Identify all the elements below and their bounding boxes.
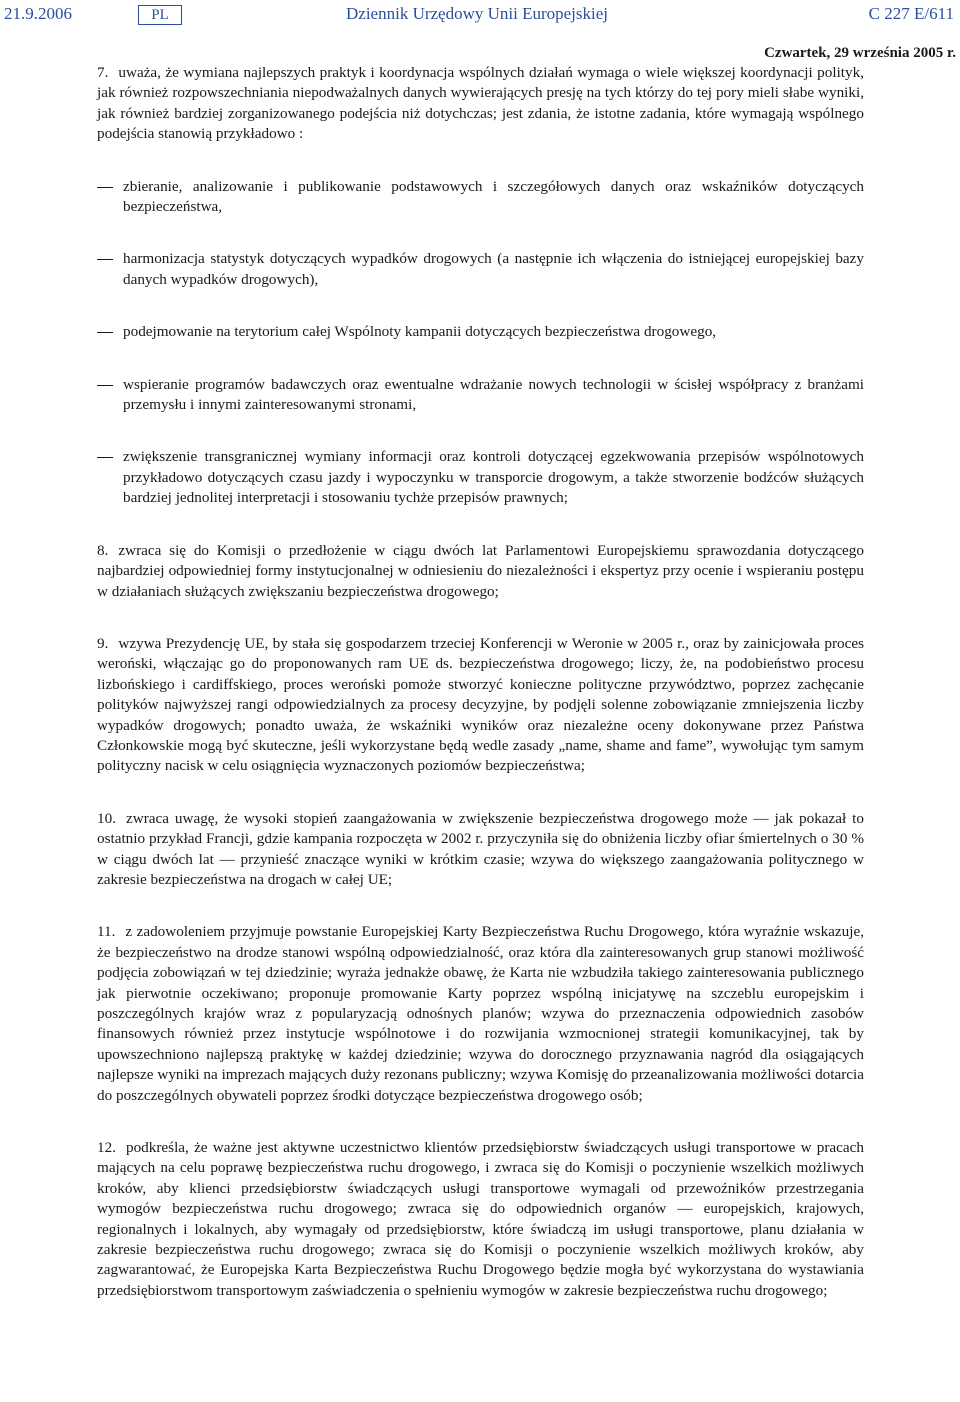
paragraph-number: 9. bbox=[97, 634, 109, 652]
paragraph-number: 12. bbox=[97, 1139, 116, 1157]
session-date: Czwartek, 29 września 2005 r. bbox=[764, 45, 956, 61]
list-item-text: zbieranie, analizowanie i publikowanie podstawowych i szczegółowych danych oraz wskaźników dotyczących bezpieczeństwa, bbox=[123, 177, 864, 216]
paragraph-text: zwraca uwagę, że wysoki stopień zaangażowania w zwiększenie bezpieczeństwa drogowego może — jak pokazał to ostatnio przykład Francji, gdzie kampania rozpoczęta w 2002 r. przyczyniła się do obniżenia liczby ofiar śmiertelnych o 30 % w ciągu dwóch lat — przynieść znaczące wyniki w krótkim czasie; wzywa do większego zaangażowania politycznego w zakresie bezpieczeństwa na drogach w całej UE; bbox=[97, 809, 864, 888]
dash-bullet bbox=[97, 187, 113, 188]
paragraph-7 bbox=[97, 63, 864, 145]
dash-bullet bbox=[97, 332, 113, 333]
list-item bbox=[97, 322, 864, 342]
dash-bullet bbox=[97, 259, 113, 260]
dash-bullet bbox=[97, 457, 113, 458]
list-item bbox=[97, 375, 864, 416]
list-item-text: wspieranie programów badawczych oraz ewentualne wdrażanie nowych technologii w ścisłej współpracy z branżami przemysłu i innymi zainteresowanymi stronami, bbox=[123, 375, 864, 414]
list-item bbox=[97, 447, 864, 508]
journal-reference: C 227 E/611 bbox=[868, 4, 954, 23]
paragraph-text: wzywa Prezydencję UE, by stała się gospodarzem trzeciej Konferencji w Weronie w 2005 r., oraz by zainicjowała proces weroński, włączając go do proponowanych ram UE ds. bezpieczeństwa drogowego; liczy, że, na podobieństwo procesu lizbońskiego i cardiffskiego, proces weroński pomoże stworzyć konieczne polityczne przywództwo, poprzez zachęcanie polityków najwyższej rangi odpowiedzialnych za procesy decyzyjne, by podjęli solenne zobowiązanie zmniejszenia liczby wypadków drogowych; ponadto uważa, że wskaźniki wyników oraz niezależne oceny dokonywane przez Państwa Członkowskie mogą być skuteczne, jeśli wykorzystane będą wedle zasady „name, shame and fame”, wywołując tym samym polityczny nacisk w celu osiągnięcia wyznaczonych poziomów bezpieczeństwa; bbox=[97, 634, 864, 775]
paragraph-8 bbox=[97, 541, 864, 602]
language-badge: PL bbox=[138, 5, 182, 25]
dash-bullet bbox=[97, 385, 113, 386]
paragraph-text: uważa, że wymiana najlepszych praktyk i koordynacja wspólnych działań wymaga o wiele większej koordynacji polityk, jak również rozpowszechniania niepodważalnych danych wywierających presję na tych którzy do tej pory mieli słabe wyniki, jak również bardziej zorganizowanego podejścia niż dotychczas; jest zdania, że istotne zadania, które wymagają wspólnego podejścia stanowią przykładowo : bbox=[97, 64, 864, 143]
list-item-text: zwiększenie transgranicznej wymiany informacji oraz kontroli dotyczącej egzekwowania przepisów wspólnotowych przykładowo dotyczących czasu jazdy i wypoczynku w transporcie drogowym, a także stworzenie bodźców służących bardziej jednolitej interpretacji i stosowaniu tychże przepisów prawnych; bbox=[123, 448, 864, 507]
list-item-text: podejmowanie na terytorium całej Wspólnoty kampanii dotyczących bezpieczeństwa drogowego, bbox=[123, 323, 717, 341]
list-item bbox=[97, 249, 864, 290]
paragraph-text: podkreśla, że ważne jest aktywne uczestnictwo klientów przedsiębiorstw świadczących usługi transportowe w pracach mających na celu poprawę bezpieczeństwa ruchu drogowego, i zwraca się do Komisji o poczynienie wszelkich możliwych kroków, aby klienci przedsiębiorstw świadczących usługi transportowe wymagali od przewoźników przestrzegania wymogów bezpieczeństwa ruchu drogowego; zwraca się do odpowiednich organów — europejskich, krajowych, regionalnych i lokalnych, aby wymagały od przedsiębiorstw, które świadczą im usługi transportowe, planu działania w zakresie bezpieczeństwa ruchu drogowego; zwraca się do Komisji o poczynienie wszelkich możliwych kroków, aby zagwarantować, że Europejska Karta Bezpieczeństwa Ruchu Drogowego będzie mogła być wykorzystana do wystawiania przedsiębiorstwom transportowym zaświadczenia o spełnieniu wymogów w zakresie bezpieczeństwa ruchu drogowego; bbox=[97, 1139, 864, 1299]
paragraph-number: 7. bbox=[97, 64, 109, 81]
paragraph-number: 10. bbox=[97, 809, 116, 827]
paragraph-number: 8. bbox=[97, 541, 109, 559]
list-item bbox=[97, 177, 864, 218]
paragraph-9 bbox=[97, 634, 864, 777]
paragraph-12 bbox=[97, 1138, 864, 1301]
page-header bbox=[0, 4, 960, 30]
journal-title: Dziennik Urzędowy Unii Europejskiej bbox=[346, 4, 609, 23]
paragraph-text: zwraca się do Komisji o przedłożenie w ciągu dwóch lat Parlamentowi Europejskiemu sprawozdania dotyczącego najbardziej odpowiedniej formy instytucjonalnej w odniesieniu do niezależności i ekspertyz przy ocenie i wspieraniu postępu w działaniach służących zwiększaniu bezpieczeństwa drogowego; bbox=[97, 541, 864, 600]
paragraph-text: z zadowoleniem przyjmuje powstanie Europejskiej Karty Bezpieczeństwa Ruchu Drogowego, która wyraźnie wskazuje, że bezpieczeństwo na drodze stanowi wspólną odpowiedzialność, oraz która dla zainteresowanych grup stanowi możliwość podjęcia zobowiązań w tej dziedzinie; wyraża jednakże obawę, że Karta nie wzbudziła takiego zainteresowania publicznego jak pierwotnie oczekiwano; proponuje promowanie Karty poprzez wspólną inicjatywę na szczeblu europejskim i poszczególnych krajów wraz z popularyzacją odnośnych planów; wzywa do przeznaczenia odpowiednich zasobów finansowych również przez instytucje wspólnotowe i do rozwijania wzmocnionej strategii komunikacyjnej, tak by upowszechniono najlepszą praktykę w każdej dziedzinie; wzywa do dorocznego przyznawania nagród dla osiągających najlepsze wyniki na imprezach mających duży rezonans publiczny; wzywa Komisję do przeanalizowania możliwości dotarcia do poszczególnych obywateli poprzez środki dotyczące bezpieczeństwa drogowego osób; bbox=[97, 923, 864, 1104]
publication-date: 21.9.2006 bbox=[4, 4, 72, 23]
paragraph-number: 11. bbox=[97, 923, 116, 941]
paragraph-11 bbox=[97, 922, 864, 1106]
list-item-text: harmonizacja statystyk dotyczących wypadków drogowych (a następnie ich włączenia do istniejącej europejskiej bazy danych wypadków drogowych), bbox=[123, 250, 864, 288]
paragraph-10 bbox=[97, 809, 864, 891]
document-body bbox=[97, 63, 864, 1301]
